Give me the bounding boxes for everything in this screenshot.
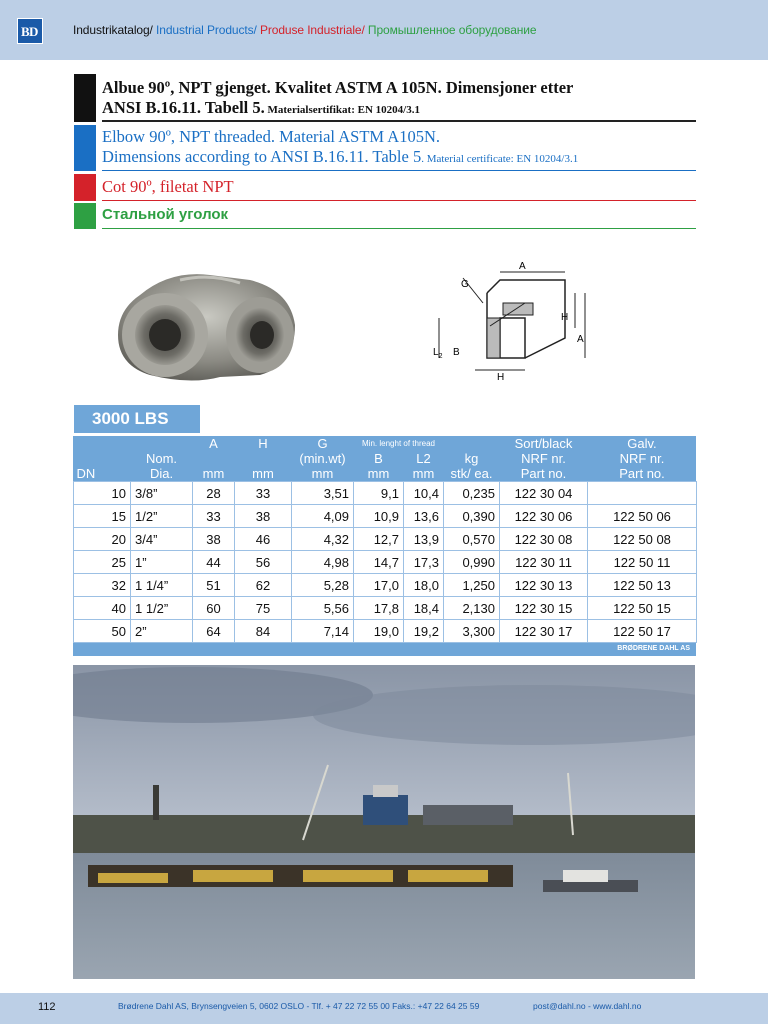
table-cell: 122 50 17 [588,620,697,643]
th-mm-b: mm [367,466,390,481]
page-footer [0,993,768,1024]
heading-norwegian-cert: Materialsertifikat: EN 10204/3.1 [264,104,420,116]
breadcrumb-english[interactable]: Industrial Products/ [152,23,257,37]
th-b: B [374,451,383,466]
th-min-wt: (min.wt) [299,451,346,466]
table-cell: 13,9 [404,528,444,551]
th-sort-black: Sort/black [514,436,573,451]
table-header-row-2 [74,451,697,466]
th-mm-l2: mm [412,466,435,481]
table-cell: 7,14 [292,620,354,643]
heading-russian-text: Стальной уголок [102,206,229,223]
breadcrumb-russian[interactable]: Промышленное оборудование [364,23,537,37]
table-cell: 56 [235,551,292,574]
diagram-label-a-right: A [577,334,584,345]
table-cell: 1” [131,551,193,574]
table-cell: 2,130 [444,597,500,620]
th-mm-h: mm [252,466,274,481]
table-row [74,620,697,643]
table-cell: 122 30 13 [500,574,588,597]
heading-english [74,125,696,171]
table-cell: 4,32 [292,528,354,551]
th-blank-3 [444,436,500,451]
heading-norwegian-line2: ANSI B.16.11. Tabell 5. [102,98,265,117]
th-stk-ea: stk/ ea. [450,466,493,481]
table-cell: 32 [74,574,131,597]
diagram-label-b: B [453,347,460,358]
diagram-label-h-right: H [561,312,569,323]
table-cell: 3/4” [131,528,193,551]
th-galv: Galv. [627,436,657,451]
heading-english-cert: . Material certificate: EN 10204/3.1 [421,153,579,165]
heading-english-line2: Dimensions according to ANSI B.16.11. Table 5 [102,147,422,166]
th-nrf-galv: NRF nr. [619,451,665,466]
table-cell: 64 [193,620,235,643]
th-kg: kg [464,451,479,466]
table-cell: 122 30 06 [500,505,588,528]
table-cell: 19,0 [354,620,404,643]
heading-bar-red [74,174,96,201]
th-part-no-galv: Part no. [619,466,665,481]
table-cell: 3,300 [444,620,500,643]
table-row [74,482,697,505]
table-cell: 38 [193,528,235,551]
svg-text:D: D [29,24,39,39]
footer-address: Brødrene Dahl AS, Brynsengveien 5, 0602 OSLO - Tlf. + 47 22 72 55 00 Faks.: +47 22 64 25 59 [118,1001,480,1011]
table-cell: 75 [235,597,292,620]
table-cell: 18,0 [404,574,444,597]
table-cell: 122 50 11 [588,551,697,574]
th-mm-a: mm [202,466,225,481]
table-cell: 3/8” [131,482,193,505]
top-banner [0,0,768,60]
table-cell: 1 1/2” [131,597,193,620]
th-nom: Nom. [145,451,178,466]
th-dia: Dia. [149,466,174,481]
table-cell: 25 [74,551,131,574]
table-cell: 15 [74,505,131,528]
table-cell: 17,3 [404,551,444,574]
table-cell: 19,2 [404,620,444,643]
table-row [74,597,697,620]
th-blank-1 [74,436,131,451]
table-cell: 122 30 15 [500,597,588,620]
harbour-photo [73,665,695,979]
table-cell: 84 [235,620,292,643]
table-cell: 122 50 06 [588,505,697,528]
table-cell: 10 [74,482,131,505]
elbow-fitting-photo [110,265,300,390]
table-header-row-3 [74,466,697,482]
table-cell: 122 50 15 [588,597,697,620]
table-cell: 17,8 [354,597,404,620]
table-cell: 1 1/4” [131,574,193,597]
diagram-label-h-bottom: H [497,372,505,383]
table-cell: 46 [235,528,292,551]
table-cell: 18,4 [404,597,444,620]
diagram-label-l2: $L_2$ [433,347,443,360]
table-cell: 51 [193,574,235,597]
th-blank-2 [131,436,193,451]
th-l2: L2 [416,451,431,466]
heading-russian [74,203,696,229]
table-row [74,505,697,528]
table-row [74,551,697,574]
elbow-dimension-diagram [425,258,595,388]
table-cell: 0,570 [444,528,500,551]
table-row [74,574,697,597]
heading-bar-green [74,203,96,229]
th-mm-g: mm [311,466,334,481]
th-a: A [209,436,218,451]
table-cell: 33 [193,505,235,528]
breadcrumb [73,23,536,37]
heading-romanian [74,174,696,201]
table-cell [588,482,697,505]
pressure-rating-label: 3000 LBS [74,405,200,433]
table-cell: 17,0 [354,574,404,597]
heading-english-line1: Elbow 90º, NPT threaded. Material ASTM A105N. [102,127,440,146]
table-cell: 40 [74,597,131,620]
table-cell: 14,7 [354,551,404,574]
table-cell: 3,51 [292,482,354,505]
heading-bar-blue [74,125,96,171]
heading-norwegian-line1: Albue 90º, NPT gjenget. Kvalitet ASTM A 105N. Dimensjoner etter [102,78,574,97]
svg-text:B: B [21,24,30,39]
th-h: H [258,436,268,451]
table-cell: 122 50 08 [588,528,697,551]
heading-bar-black [74,74,96,122]
table-cell: 38 [235,505,292,528]
diagram-label-g: G [461,279,469,290]
table-cell: 2” [131,620,193,643]
table-cell: 122 30 11 [500,551,588,574]
th-g: G [317,436,328,451]
table-cell: 4,98 [292,551,354,574]
th-part-no-black: Part no. [520,466,567,481]
table-cell: 122 30 17 [500,620,588,643]
table-cell: 10,4 [404,482,444,505]
table-cell: 5,56 [292,597,354,620]
th-nrf-black: NRF nr. [521,451,566,466]
table-cell: 5,28 [292,574,354,597]
table-cell: 33 [235,482,292,505]
table-header-row-1 [74,436,697,451]
table-cell: 122 30 04 [500,482,588,505]
table-cell: 1/2” [131,505,193,528]
diagram-label-a-top: A [519,261,526,272]
breadcrumb-romanian[interactable]: Produse Industriale/ [256,23,365,37]
table-cell: 50 [74,620,131,643]
table-cell: 20 [74,528,131,551]
table-cell: 122 30 08 [500,528,588,551]
table-cell: 12,7 [354,528,404,551]
dimension-table [73,436,696,656]
table-cell: 0,235 [444,482,500,505]
table-cell: 10,9 [354,505,404,528]
th-dn: DN [76,466,96,481]
table-cell: 13,6 [404,505,444,528]
table-cell: 28 [193,482,235,505]
heading-romanian-text: Cot 90º, filetat NPT [102,177,234,196]
footer-contact-links[interactable]: post@dahl.no - www.dahl.no [533,1001,642,1011]
page-number: 112 [38,1001,56,1013]
table-row [74,528,697,551]
breadcrumb-norwegian[interactable]: Industrikatalog/ [73,23,153,37]
company-logo-icon [17,18,43,44]
table-cell: 0,390 [444,505,500,528]
table-cell: 1,250 [444,574,500,597]
table-cell: 0,990 [444,551,500,574]
table-footnote: BRØDRENE DAHL AS [617,645,690,652]
table-cell: 60 [193,597,235,620]
table-cell: 44 [193,551,235,574]
th-min-length-thread: Min. lenght of thread [362,439,435,448]
table-cell: 122 50 13 [588,574,697,597]
table-cell: 4,09 [292,505,354,528]
heading-norwegian [74,74,696,122]
table-cell: 9,1 [354,482,404,505]
table-cell: 62 [235,574,292,597]
